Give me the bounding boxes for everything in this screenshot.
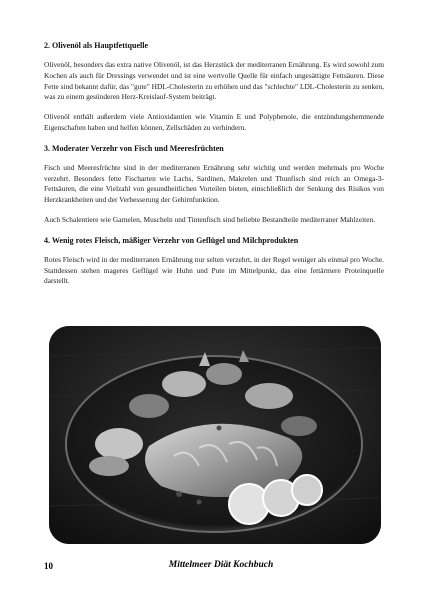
paragraph: Rotes Fleisch wird in der mediterranen Ernährung nur selten verzehrt, in der Regel weniger als einmal pro Woche. Stattdessen stehen mageres Geflügel wie Huhn und Pute im Mittelpunkt, das eine fettärmere Proteinquelle darstellt. (44, 254, 384, 286)
book-title: Mittelmeer Diät Kochbuch (168, 560, 274, 570)
section-heading-meat: 4. Wenig rotes Fleisch, mäßiger Verzehr von Geflügel und Milchprodukten (44, 235, 299, 245)
salmon-dish-photo (49, 326, 381, 544)
page-content (44, 40, 384, 296)
paragraph: Olivenöl, besonders das extra native Olivenöl, ist das Herzstück der mediterranen Ernährung. Es wird sowohl zum Kochen als auch für Dressings verwendet und ist eine wertvolle Quelle für einfach ungesättigte Fettsäuren. Diese Fette sind bekannt dafür, das "gute" HDL-Cholesterin zu erhöhen und das "schlechte" LDL-Cholesterin zu senken, was zu einem gesünderen Herz-Kreislauf-System beiträgt. (44, 60, 384, 102)
section-heading-olive-oil: 2. Olivenöl als Hauptfettquelle (44, 41, 148, 50)
page-number: 10 (44, 561, 53, 571)
section-heading-fish: 3. Moderater Verzehr von Fisch und Meeresfrüchten (44, 143, 224, 153)
paragraph: Auch Schalentiere wie Garnelen, Muscheln und Tintenfisch sind beliebte Bestandteile mediterraner Mahlzeiten. (44, 214, 376, 224)
paragraph: Fisch und Meeresfrüchte sind in der mediterranen Ernährung sehr wichtig und werden mehrmals pro Woche verzehrt. Besonders fette Fischarten wie Lachs, Sardinen, Makrelen und Thunfisch sind reich an Omega-3-Fettsäuren, die eine Vielzahl von gesundheitlichen Vorteilen bieten, einschließlich der Senkung des Risikos von Herzkrankheiten und der Verbesserung der Gehirnfunktion. (44, 162, 384, 205)
paragraph: Olivenöl enthält außerdem viele Antioxidantien wie Vitamin E und Polyphenole, die entzündungshemmende Eigenschaften haben und helfen können, Zellschäden zu verhindern. (44, 112, 384, 132)
